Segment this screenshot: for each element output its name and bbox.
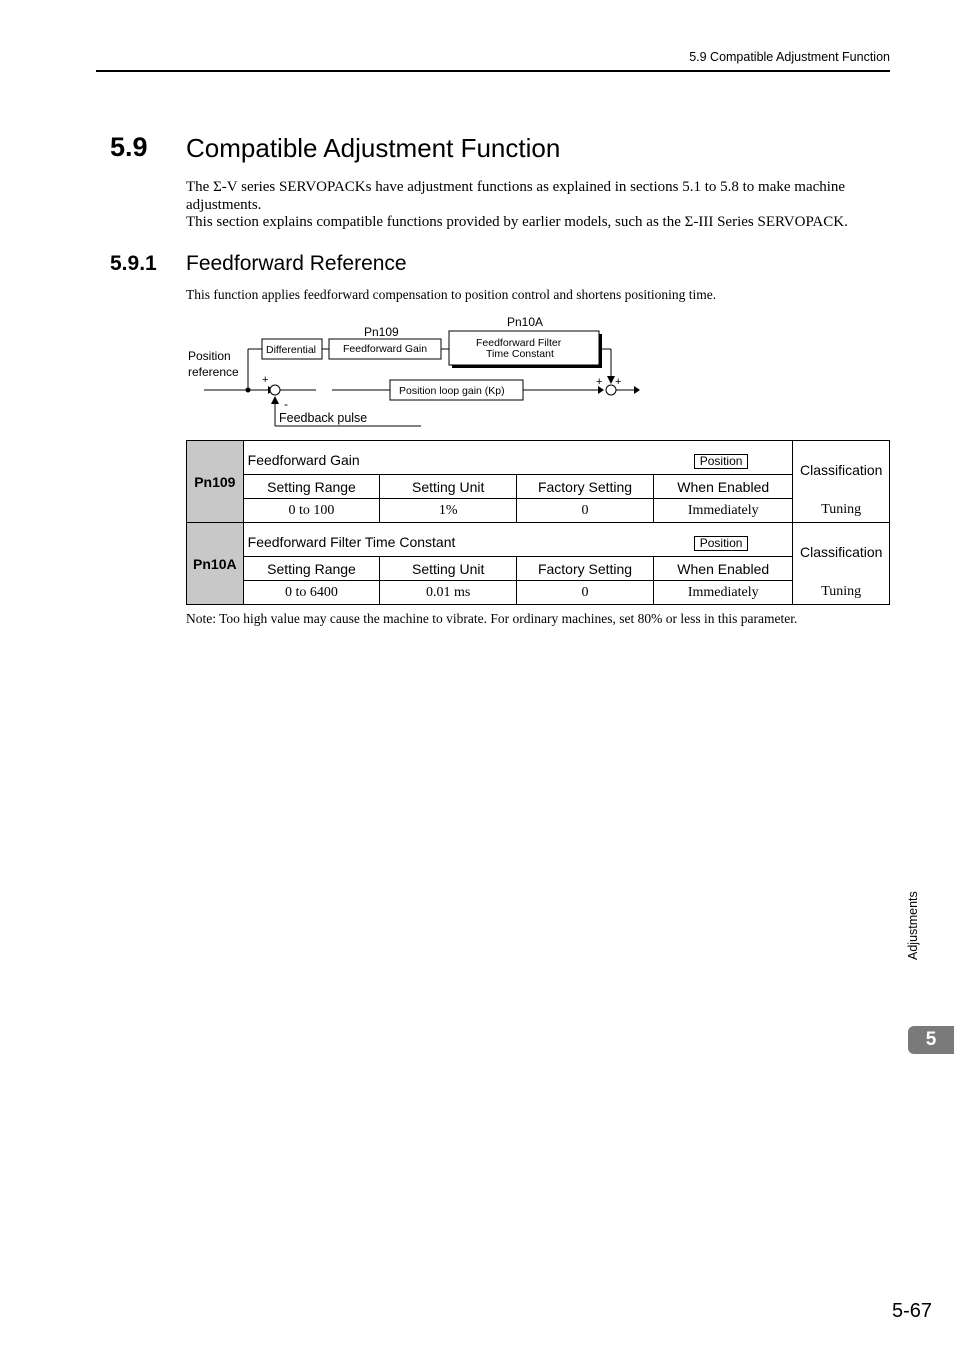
diagram-feedback-label: Feedback pulse [279,411,368,425]
param-name: Feedforward Gain [247,452,360,468]
diagram-minus-sign: - [284,397,288,411]
section-paragraph-2: This section explains compatible functions provided by earlier models, such as the Σ-III Series SERVOPACK. [186,214,848,230]
section-paragraph-1: The Σ-V series SERVOPACKs have adjustment functions as explained in sections 5.1 to 5.8 to make machine adjustments. [186,179,846,213]
column-header-setting-unit: Setting Unit [380,557,517,581]
param-name-cell [243,441,793,475]
section-number: 5.9 [110,132,148,162]
classification-value: Tuning [793,581,890,605]
diagram-block-differential-label: Differential [266,344,316,356]
chapter-side-label: Adjustments [906,891,920,960]
subsection-number: 5.9.1 [110,252,157,275]
param-number: Pn109 [187,441,244,523]
column-header-factory-setting: Factory Setting [517,557,654,581]
setting-unit-value: 1% [380,499,517,523]
param-category-badge: Position [694,454,749,469]
setting-unit-value: 0.01 ms [380,581,517,605]
diagram-position-reference: Position [188,349,231,363]
arrow-right-icon [634,386,640,394]
diagram-block-ff-gain-label: Feedforward Gain [343,343,428,355]
setting-range-value: 0 to 100 [243,499,380,523]
column-header-when-enabled: When Enabled [654,475,793,499]
column-header-factory-setting: Factory Setting [517,475,654,499]
diagram-block-ff-filter-label-2: Time Constant [486,348,554,360]
running-header: 5.9 Compatible Adjustment Function [689,50,890,64]
factory-setting-value: 0 [517,581,654,605]
page-number: 5-67 [891,1300,932,1322]
classification-label: Classification [793,523,890,581]
feedforward-block-diagram [186,312,656,432]
setting-range-value: 0 to 6400 [243,581,380,605]
diagram-position-reference-2: reference [188,365,239,379]
factory-setting-value: 0 [517,499,654,523]
param-number: Pn10A [187,523,244,605]
diagram-plus-sign: + [596,376,603,388]
column-header-setting-range: Setting Range [243,557,380,581]
arrow-up-icon [271,396,279,404]
header-rule [96,70,890,72]
column-header-setting-unit: Setting Unit [380,475,517,499]
note-text: Note: Too high value may cause the machine to vibrate. For ordinary machines, set 80% or less in this parameter. [186,611,798,626]
diagram-block-kp-label: Position loop gain (Kp) [399,385,505,397]
when-enabled-value: Immediately [654,581,793,605]
diagram-summing-junction-1 [270,385,280,395]
diagram-label-pn10a: Pn10A [507,315,544,329]
section-title: Compatible Adjustment Function [186,133,561,163]
column-header-when-enabled: When Enabled [654,557,793,581]
param-name: Feedforward Filter Time Constant [247,534,456,550]
parameter-table [186,440,890,605]
subsection-intro: This function applies feedforward compensation to position control and shortens positioning time. [186,287,717,302]
when-enabled-value: Immediately [654,499,793,523]
classification-value: Tuning [793,499,890,523]
arrow-down-icon [607,376,615,384]
diagram-label-pn109: Pn109 [364,325,399,339]
diagram-plus-sign: + [262,374,269,386]
diagram-plus-sign: + [615,376,622,388]
subsection-title: Feedforward Reference [186,252,407,275]
diagram-block-ff-filter-label: Feedforward Filter [476,337,562,349]
param-name-cell [243,523,793,557]
classification-label: Classification [793,441,890,499]
param-category-badge: Position [694,536,749,551]
column-header-setting-range: Setting Range [243,475,380,499]
chapter-tab: 5 [908,1026,954,1054]
